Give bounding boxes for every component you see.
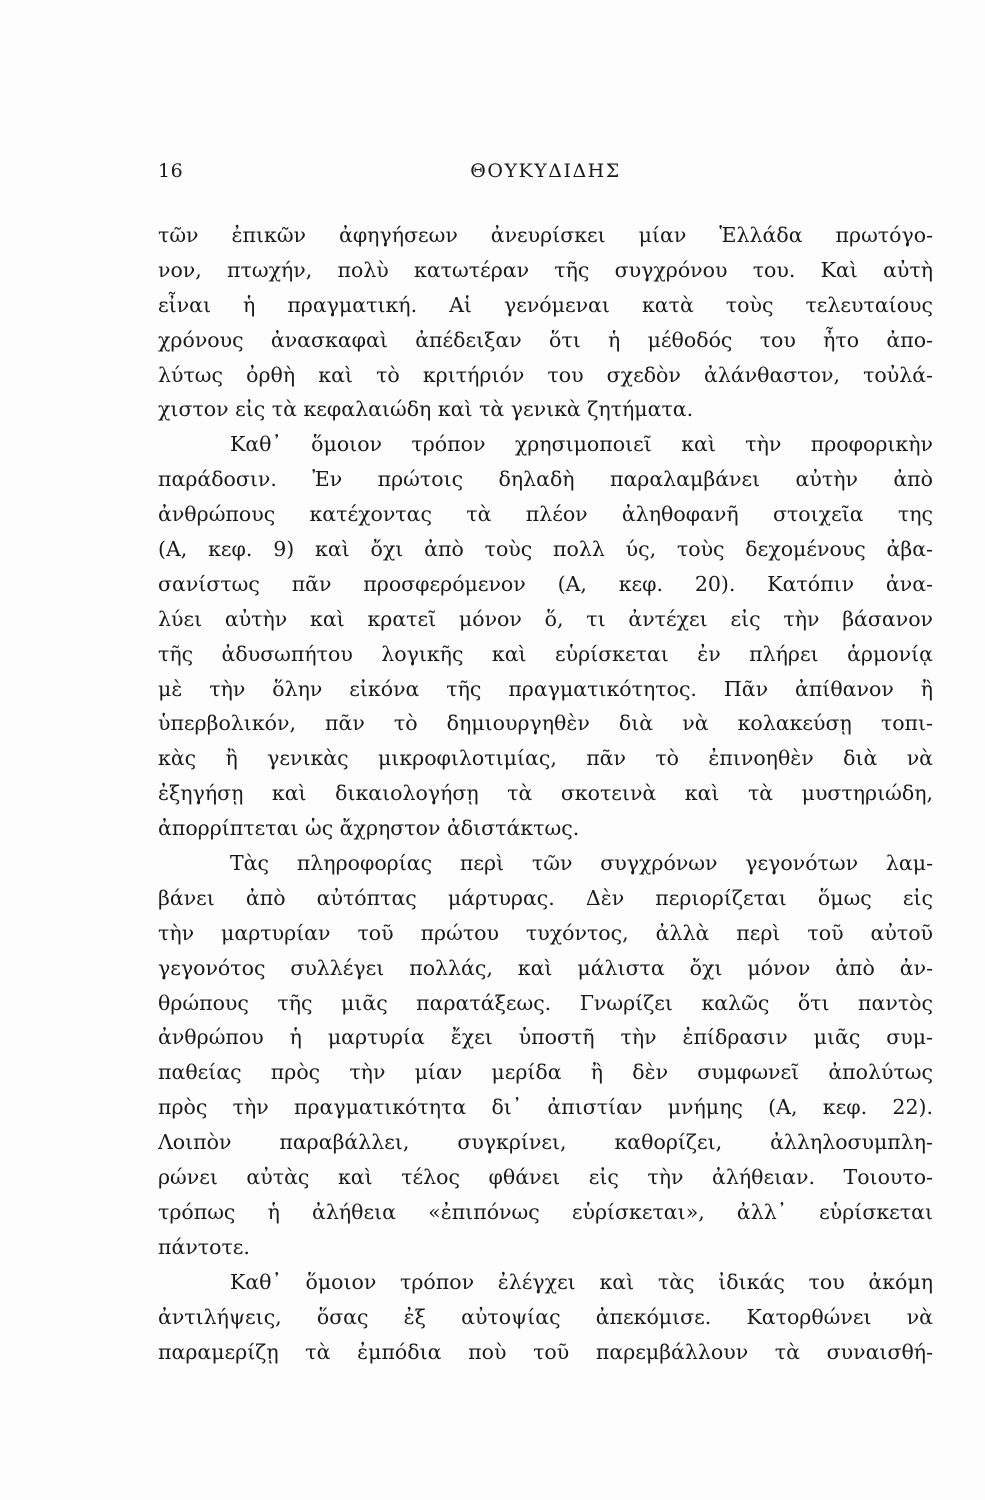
text-line: Καθ᾽ ὅμοιον τρόπον ἐλέγχει καὶ τὰς ἰδικάς του ἀκόμη [230, 1269, 933, 1294]
text-line: χιστον εἰς τὰ κεφαλαιώδη καὶ τὰ γενικὰ ζητήματα. [158, 397, 694, 422]
text-line: τῶν ἐπικῶν ἀφηγήσεων ἀνευρίσκει μίαν Ἑλλάδα πρωτόγο- [158, 223, 933, 247]
text-line: παθείας πρὸς τὴν μίαν μερίδα ἢ δὲν συμφωνεῖ ἀπολύτως [158, 1060, 933, 1085]
text-line: τὴν μαρτυρίαν τοῦ πρώτου τυχόντος, ἀλλὰ περὶ τοῦ αὐτοῦ [158, 920, 933, 945]
text-line: θρώπους τῆς μιᾶς παρατάξεως. Γνωρίζει καλῶς ὅτι παντὸς [158, 990, 933, 1015]
text-line: μὲ τὴν ὅλην εἰκόνα τῆς πραγματικότητος. Πᾶν ἀπίθανον ἢ [158, 676, 933, 701]
text-line: Τὰς πληροφορίας περὶ τῶν συγχρόνων γεγονότων λαμ- [230, 851, 933, 876]
running-head [158, 160, 933, 188]
text-line: παραμερίζῃ τὰ ἐμπόδια ποὺ τοῦ παρεμβάλλουν τὰ συναισθή- [158, 1339, 933, 1364]
text-line: βάνει ἀπὸ αὐτόπτας μάρτυρας. Δὲν περιορίζεται ὅμως εἰς [158, 885, 933, 910]
page-number: 16 [158, 160, 184, 182]
text-line: γεγονότος συλλέγει πολλάς, καὶ μάλιστα ὄχι μόνον ἀπὸ ἀν- [158, 955, 933, 980]
text-line: χρόνους ἀνασκαφαὶ ἀπέδειξαν ὅτι ἡ μέθοδός του ἦτο ἀπο- [158, 327, 933, 352]
text-line: λύτως ὀρθὴ καὶ τὸ κριτήριόν του σχεδὸν ἀλάνθαστον, τοὐλά- [158, 362, 933, 387]
text-line: παράδοσιν. Ἐν πρώτοις δηλαδὴ παραλαμβάνει αὐτὴν ἀπὸ [158, 467, 933, 492]
text-line: ἐξηγήσῃ καὶ δικαιολογήσῃ τὰ σκοτεινὰ καὶ τὰ μυστηριώδη, [158, 781, 933, 806]
text-line: (Α, κεφ. 9) καὶ ὄχι ἀπὸ τοὺς πολλ ύς, τοὺς δεχομένους ἀβα- [158, 537, 933, 562]
text-line: ρώνει αὐτὰς καὶ τέλος φθάνει εἰς τὴν ἀλήθειαν. Τοιουτο- [158, 1165, 933, 1190]
text-line: πάντοτε. [158, 1234, 250, 1259]
text-line: εἶναι ἡ πραγματική. Αἱ γενόμεναι κατὰ τοὺς τελευταίους [158, 292, 933, 317]
text-line: Καθ᾽ ὅμοιον τρόπον χρησιμοποιεῖ καὶ τὴν προφορικὴν [230, 432, 933, 457]
text-line: λύει αὐτὴν καὶ κρατεῖ μόνον ὅ, τι ἀντέχει εἰς τὴν βάσανον [158, 606, 933, 631]
text-line: ἀνθρώπου ἡ μαρτυρία ἔχει ὑποστῆ τὴν ἐπίδρασιν μιᾶς συμ- [158, 1025, 933, 1050]
text-line: ἀπορρίπτεται ὡς ἄχρηστον ἀδιστάκτως. [158, 816, 580, 841]
text-line: Λοιπὸν παραβάλλει, συγκρίνει, καθορίζει, ἀλληλοσυμπλη- [158, 1130, 933, 1155]
text-line: τρόπως ἡ ἀλήθεια «ἐπιπόνως εὑρίσκεται», ἀλλ᾽ εὑρίσκεται [158, 1199, 933, 1224]
text-line: ἀντιλήψεις, ὅσας ἐξ αὐτοψίας ἀπεκόμισε. Κατορθώνει νὰ [158, 1304, 933, 1329]
text-line: τῆς ἀδυσωπήτου λογικῆς καὶ εὑρίσκεται ἐν πλήρει ἁρμονίᾳ [158, 641, 933, 666]
text-line: ὑπερβολικόν, πᾶν τὸ δημιουργηθὲν διὰ νὰ κολακεύσῃ τοπι- [158, 711, 933, 736]
body-text [158, 218, 933, 1369]
text-line: νον, πτωχήν, πολὺ κατωτέραν τῆς συγχρόνου του. Καὶ αὐτὴ [158, 257, 933, 282]
text-line: πρὸς τὴν πραγματικότητα δι᾽ ἀπιστίαν μνήμης (Α, κεφ. 22). [158, 1095, 933, 1120]
running-title: ΘΟΥΚΥΔΙΔΗΣ [470, 160, 621, 182]
text-line: κὰς ἢ γενικὰς μικροφιλοτιμίας, πᾶν τὸ ἐπινοηθὲν διὰ νὰ [158, 746, 933, 771]
text-line: ἀνθρώπους κατέχοντας τὰ πλέον ἀληθοφανῆ στοιχεῖα της [158, 502, 933, 527]
text-line: σανίστως πᾶν προσφερόμενον (Α, κεφ. 20). Κατόπιν ἀνα- [158, 571, 933, 596]
